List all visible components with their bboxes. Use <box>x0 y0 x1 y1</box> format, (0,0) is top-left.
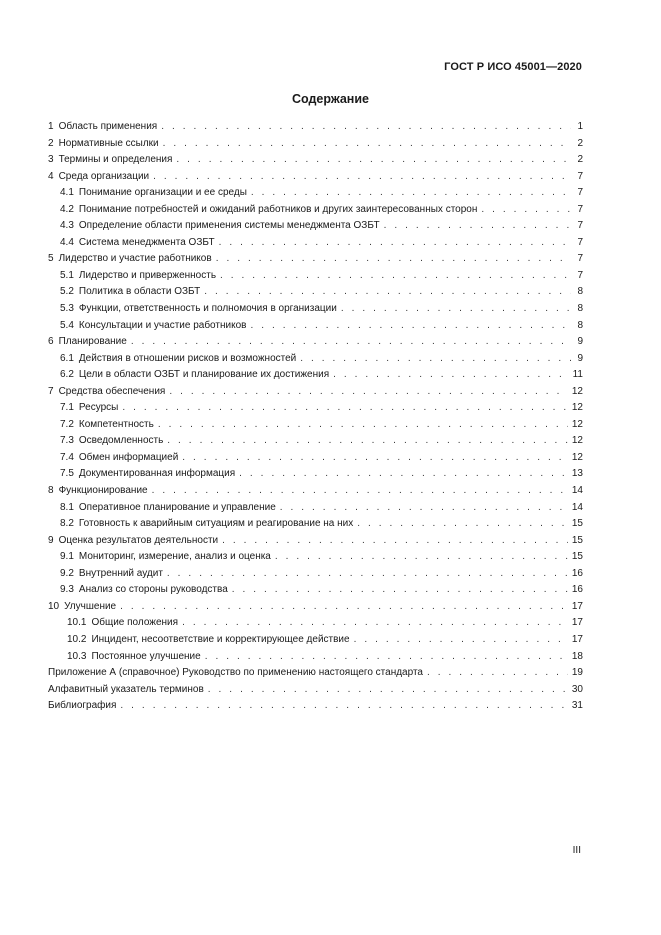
toc-entry[interactable] <box>48 268 583 285</box>
toc-entry[interactable] <box>48 400 583 417</box>
toc-entry-number: 7.4 <box>60 451 74 463</box>
toc-entry-label: Готовность к аварийным ситуациям и реагирование на них <box>78 518 354 530</box>
toc-entry-page: 14 <box>571 501 583 513</box>
toc-entry[interactable] <box>48 516 583 533</box>
toc-entry-label: Общие положения <box>91 617 179 629</box>
toc-entry-number: 4.1 <box>60 187 74 199</box>
toc-entry-title <box>60 202 477 219</box>
toc-entry-page: 15 <box>571 518 583 530</box>
toc-entry-title <box>48 533 218 550</box>
toc-entry[interactable] <box>48 384 583 401</box>
toc-entry[interactable] <box>48 351 583 368</box>
toc-entry-page: 7 <box>577 253 583 265</box>
dot-leader <box>182 615 568 632</box>
toc-entry-title <box>60 301 337 318</box>
dot-leader <box>120 599 568 616</box>
toc-entry[interactable] <box>48 119 583 136</box>
toc-entry-number: 6 <box>48 336 54 348</box>
toc-entry-title <box>60 549 271 566</box>
toc-entry-label: Внутренний аудит <box>78 567 163 579</box>
toc-entry-page: 17 <box>571 617 583 629</box>
dot-leader <box>250 318 571 335</box>
toc-entry[interactable] <box>48 682 583 699</box>
dot-leader <box>153 169 571 186</box>
toc-entry[interactable] <box>48 301 583 318</box>
toc-entry-label: Оценка результатов деятельности <box>58 534 219 546</box>
toc-entry[interactable] <box>48 566 583 583</box>
toc-entry-number: 2 <box>48 137 54 149</box>
toc-entry[interactable] <box>48 152 583 169</box>
toc-entry-label: Ресурсы <box>78 402 119 414</box>
toc-entry[interactable] <box>48 136 583 153</box>
toc-entry-page: 19 <box>571 667 583 679</box>
toc-entry-title <box>60 268 216 285</box>
toc-entry-title <box>48 136 159 153</box>
toc-entry-number: 9.3 <box>60 584 74 596</box>
toc-entry-label: Нормативные ссылки <box>58 137 159 149</box>
toc-entry[interactable] <box>48 533 583 550</box>
toc-entry-label: Улучшение <box>64 600 117 612</box>
toc-entry-title <box>60 433 163 450</box>
toc-entry-page: 30 <box>571 683 583 695</box>
toc-entry-page: 17 <box>571 600 583 612</box>
toc-entry-number: 5.1 <box>60 269 74 281</box>
toc-entry-page: 12 <box>571 418 583 430</box>
dot-leader <box>300 351 571 368</box>
toc-entry-number: 8.1 <box>60 501 74 513</box>
toc-entry-label: Библиография <box>48 700 117 712</box>
dot-leader <box>208 682 568 699</box>
toc-entry[interactable] <box>48 367 583 384</box>
toc-entry[interactable] <box>48 549 583 566</box>
dot-leader <box>152 483 568 500</box>
table-of-contents <box>48 119 583 715</box>
toc-entry-title <box>67 632 350 649</box>
dot-leader <box>232 582 568 599</box>
toc-entry-number: 7.1 <box>60 402 74 414</box>
toc-entry[interactable] <box>48 433 583 450</box>
toc-entry-number: 6.2 <box>60 369 74 381</box>
toc-entry-title <box>60 185 247 202</box>
toc-entry-title <box>48 665 423 682</box>
toc-entry-page: 9 <box>577 352 583 364</box>
toc-entry-title <box>60 318 246 335</box>
toc-entry-label: Система менеджмента ОЗБТ <box>78 236 215 248</box>
dot-leader <box>216 251 571 268</box>
toc-entry[interactable] <box>48 185 583 202</box>
document-code: ГОСТ Р ИСО 45001—2020 <box>444 61 582 73</box>
toc-entry-number: 4 <box>48 170 54 182</box>
toc-entry-number: 7 <box>48 385 54 397</box>
toc-entry-number: 5 <box>48 253 54 265</box>
toc-entry-number: 4.3 <box>60 220 74 232</box>
toc-entry[interactable] <box>48 450 583 467</box>
toc-entry-label: Инцидент, несоответствие и корректирующее действие <box>91 633 350 645</box>
toc-entry[interactable] <box>48 599 583 616</box>
toc-entry-label: Функции, ответственность и полномочия в организации <box>78 303 337 315</box>
toc-entry-page: 2 <box>577 137 583 149</box>
toc-entry-number: 6.1 <box>60 352 74 364</box>
toc-entry-page: 12 <box>571 385 583 397</box>
toc-entry-label: Цели в области ОЗБТ и планирование их достижения <box>78 369 330 381</box>
dot-leader <box>219 235 571 252</box>
toc-entry-number: 4.4 <box>60 236 74 248</box>
dot-leader <box>205 649 568 666</box>
dot-leader <box>354 632 568 649</box>
toc-entry[interactable] <box>48 632 583 649</box>
toc-entry[interactable] <box>48 649 583 666</box>
toc-entry-title <box>48 251 212 268</box>
toc-entry-number: 9 <box>48 534 54 546</box>
toc-entry[interactable] <box>48 665 583 682</box>
toc-entry-label: Алфавитный указатель терминов <box>48 683 204 695</box>
dot-leader <box>481 202 571 219</box>
toc-entry-number: 1 <box>48 121 54 132</box>
toc-entry-page: 14 <box>571 485 583 497</box>
toc-entry-page: 17 <box>571 633 583 645</box>
toc-entry-page: 9 <box>577 336 583 348</box>
dot-leader <box>333 367 568 384</box>
dot-leader <box>131 334 571 351</box>
toc-entry-page: 15 <box>571 551 583 563</box>
toc-entry-number: 5.3 <box>60 303 74 315</box>
dot-leader <box>341 301 571 318</box>
toc-entry-title <box>60 566 163 583</box>
dot-leader <box>167 566 568 583</box>
toc-entry-title <box>60 218 380 235</box>
toc-entry-page: 1 <box>577 121 583 132</box>
toc-entry-label: Консультации и участие работников <box>78 319 247 331</box>
toc-entry-page: 15 <box>571 534 583 546</box>
toc-entry-page: 13 <box>571 468 583 480</box>
toc-entry-label: Осведомленность <box>78 435 164 447</box>
toc-entry-title <box>48 698 116 715</box>
dot-leader <box>384 218 571 235</box>
dot-leader <box>122 400 568 417</box>
toc-entry-label: Оперативное планирование и управление <box>78 501 276 513</box>
toc-entry-page: 7 <box>577 269 583 281</box>
toc-entry[interactable] <box>48 500 583 517</box>
toc-entry-page: 11 <box>572 369 583 381</box>
toc-entry-label: Документированная информация <box>78 468 236 480</box>
toc-entry-title <box>60 516 353 533</box>
dot-leader <box>239 466 568 483</box>
dot-leader <box>167 433 568 450</box>
toc-entry-page: 8 <box>577 286 583 298</box>
toc-entry-number: 10.1 <box>67 617 87 629</box>
toc-entry-title <box>60 466 235 483</box>
toc-entry[interactable] <box>48 202 583 219</box>
toc-entry[interactable] <box>48 483 583 500</box>
toc-entry-page: 2 <box>577 154 583 166</box>
toc-entry-page: 18 <box>571 650 583 662</box>
dot-leader <box>222 533 568 550</box>
toc-entry[interactable] <box>48 251 583 268</box>
toc-entry-title <box>48 119 157 136</box>
toc-entry-label: Понимание организации и ее среды <box>78 187 247 199</box>
dot-leader <box>204 284 571 301</box>
toc-entry-label: Обмен информацией <box>78 451 179 463</box>
toc-entry[interactable] <box>48 417 583 434</box>
toc-entry-title <box>60 367 329 384</box>
toc-entry-label: Среда организации <box>58 170 150 182</box>
toc-entry-number: 10.3 <box>67 650 87 662</box>
toc-entry-label: Лидерство и приверженность <box>78 269 217 281</box>
toc-entry[interactable] <box>48 615 583 632</box>
toc-entry-title <box>60 400 118 417</box>
toc-entry-page: 7 <box>577 236 583 248</box>
toc-entry-title <box>67 615 178 632</box>
toc-entry-page: 16 <box>571 567 583 579</box>
dot-leader <box>158 417 568 434</box>
toc-entry-number: 10.2 <box>67 633 87 645</box>
toc-entry-label: Планирование <box>58 336 127 348</box>
dot-leader <box>251 185 571 202</box>
toc-entry[interactable] <box>48 235 583 252</box>
toc-entry[interactable] <box>48 334 583 351</box>
toc-entry-page: 7 <box>577 220 583 232</box>
toc-entry-label: Анализ со стороны руководства <box>78 584 228 596</box>
toc-title: Содержание <box>291 92 369 106</box>
dot-leader <box>176 152 571 169</box>
toc-entry-label: Определение области применения системы менеджмента ОЗБТ <box>78 220 380 232</box>
toc-entry-page: 12 <box>571 402 583 414</box>
toc-entry-title <box>60 500 276 517</box>
dot-leader <box>120 698 567 715</box>
toc-entry-title <box>48 384 165 401</box>
toc-entry-label: Компетентность <box>78 418 154 430</box>
toc-entry-number: 5.2 <box>60 286 74 298</box>
dot-leader <box>275 549 568 566</box>
toc-entry-label: Приложение А (справочное) Руководство по применению настоящего стандарта <box>48 667 423 679</box>
page-number: III <box>572 845 581 856</box>
toc-entry-number: 9.1 <box>60 551 74 563</box>
toc-entry-page: 16 <box>571 584 583 596</box>
toc-entry-title <box>48 152 172 169</box>
toc-entry-number: 9.2 <box>60 567 74 579</box>
toc-entry-page: 12 <box>571 451 583 463</box>
dot-leader <box>169 384 568 401</box>
toc-entry-title <box>60 417 154 434</box>
toc-entry-page: 12 <box>571 435 583 447</box>
toc-entry-page: 31 <box>571 700 583 712</box>
toc-entry[interactable] <box>48 284 583 301</box>
toc-entry-page: 8 <box>577 319 583 331</box>
toc-entry-number: 5.4 <box>60 319 74 331</box>
toc-entry-title <box>48 334 127 351</box>
toc-entry-page: 7 <box>577 187 583 199</box>
dot-leader <box>357 516 568 533</box>
toc-entry-title <box>60 582 228 599</box>
toc-entry-label: Лидерство и участие работников <box>58 253 212 265</box>
toc-entry-label: Политика в области ОЗБТ <box>78 286 201 298</box>
toc-entry-title <box>60 351 296 368</box>
toc-entry[interactable] <box>48 169 583 186</box>
toc-entry-number: 8.2 <box>60 518 74 530</box>
dot-leader <box>280 500 568 517</box>
toc-entry-label: Средства обеспечения <box>58 385 166 397</box>
toc-entry-title <box>67 649 201 666</box>
dot-leader <box>220 268 571 285</box>
toc-entry-label: Понимание потребностей и ожиданий работников и других заинтересованных сторон <box>78 203 478 215</box>
toc-entry[interactable] <box>48 218 583 235</box>
toc-entry[interactable] <box>48 582 583 599</box>
toc-entry-title <box>48 682 204 699</box>
toc-entry-label: Постоянное улучшение <box>91 650 201 662</box>
toc-entry[interactable] <box>48 698 583 715</box>
toc-entry-number: 10 <box>48 600 60 612</box>
toc-entry-page: 7 <box>577 170 583 182</box>
toc-entry[interactable] <box>48 318 583 335</box>
toc-entry-title <box>60 450 178 467</box>
toc-entry-number: 7.2 <box>60 418 74 430</box>
toc-entry-title <box>48 599 116 616</box>
toc-entry-label: Действия в отношении рисков и возможностей <box>78 352 297 364</box>
toc-entry-label: Область применения <box>58 121 158 132</box>
toc-entry-title <box>60 235 215 252</box>
toc-entry-title <box>48 169 149 186</box>
toc-entry-label: Функционирование <box>58 485 148 497</box>
toc-entry-number: 4.2 <box>60 203 74 215</box>
toc-entry-number: 7.3 <box>60 435 74 447</box>
dot-leader <box>182 450 568 467</box>
toc-entry-number: 8 <box>48 485 54 497</box>
toc-entry-title <box>60 284 200 301</box>
toc-entry-number: 3 <box>48 154 54 166</box>
toc-entry-label: Мониторинг, измерение, анализ и оценка <box>78 551 271 563</box>
toc-entry-page: 8 <box>577 303 583 315</box>
toc-entry-number: 7.5 <box>60 468 74 480</box>
toc-entry[interactable] <box>48 466 583 483</box>
dot-leader <box>427 665 568 682</box>
toc-entry-label: Термины и определения <box>58 154 173 166</box>
toc-entry-title <box>48 483 148 500</box>
dot-leader <box>161 119 571 136</box>
dot-leader <box>163 136 571 153</box>
toc-entry-page: 7 <box>577 203 583 215</box>
